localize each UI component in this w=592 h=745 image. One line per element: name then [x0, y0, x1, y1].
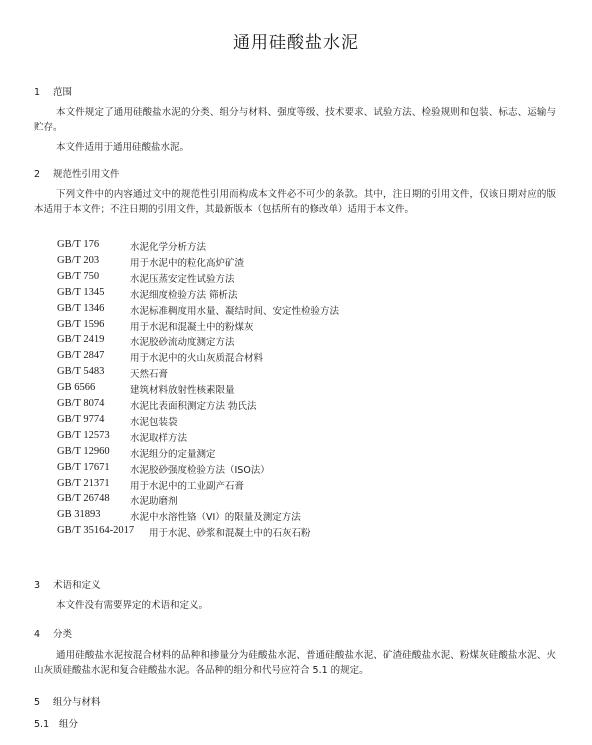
reference-title: 水泥细度检验方法 筛析法 [130, 289, 238, 301]
reference-title: 水泥中水溶性铬（VI）的限量及测定方法 [130, 512, 301, 524]
normative-intro-paragraph: 下列文件中的内容通过文中的规范性引用而构成本文件必不可少的条款。其中，注日期的引用文件，仅该日期对应的版本适用于本文件；不注日期的引用文件，其最新版本（包括所有的修改单）适用于本文件。 [34, 189, 556, 215]
reference-title: 用于水泥、砂浆和混凝土中的石灰石粉 [149, 528, 311, 540]
reference-title: 用于水泥中的粒化高炉矿渣 [130, 257, 245, 269]
reference-title: 天然石膏 [130, 369, 169, 381]
reference-title: 水泥包装袋 [130, 416, 178, 428]
section-number: 5 [34, 697, 41, 708]
section-title: 术语和定义 [53, 580, 101, 591]
reference-title: 建筑材料放射性核素限量 [130, 385, 235, 397]
section-title: 规范性引用文件 [53, 169, 120, 180]
reference-code: GB/T 26748 [57, 493, 110, 505]
reference-title: 水泥压蒸安定性试验方法 [130, 273, 235, 285]
reference-code: GB/T 1346 [57, 302, 105, 314]
classification-paragraph: 通用硅酸盐水泥按混合材料的品种和掺量分为硅酸盐水泥、普通硅酸盐水泥、矿渣硅酸盐水泥、粉煤灰硅酸盐水泥、火山灰质硅酸盐水泥和复合硅酸盐水泥。各品种的组分和代号应符合 5.1 的规定。 [34, 650, 556, 676]
section-title: 范围 [53, 87, 73, 98]
reference-code: GB/T 1345 [57, 286, 105, 298]
reference-code: GB/T 17671 [57, 461, 110, 473]
reference-title: 水泥比表面积测定方法 勃氏法 [130, 401, 257, 412]
section-heading-terms [34, 577, 101, 591]
reference-title: 水泥化学分析方法 [130, 242, 207, 253]
reference-code: GB/T 21371 [57, 477, 110, 489]
reference-title: 水泥胶砂流动度测定方法 [130, 337, 235, 349]
document-title: 通用硅酸盐水泥 [233, 33, 359, 53]
reference-code: GB/T 9774 [57, 413, 105, 425]
reference-code: GB 31893 [57, 509, 101, 521]
reference-code: GB/T 12573 [57, 429, 110, 441]
reference-code: GB/T 203 [57, 254, 100, 266]
reference-title: 水泥助磨剂 [130, 496, 178, 508]
section-number: 5.1 [34, 719, 50, 730]
section-heading-scope [34, 84, 72, 98]
section-title: 组分 [59, 719, 79, 730]
reference-code: GB 6566 [57, 382, 96, 394]
subsection-heading-components [34, 716, 78, 730]
scope-applicability: 本文件适用于通用硅酸盐水泥。 [56, 142, 190, 153]
reference-code: GB/T 8074 [57, 398, 105, 409]
section-heading-composition [34, 694, 101, 708]
section-number: 1 [34, 87, 41, 98]
reference-title: 用于水泥中的工业副产石膏 [130, 480, 245, 492]
reference-title: 用于水泥中的火山灰质混合材料 [130, 353, 264, 365]
reference-code: GB/T 5483 [57, 366, 105, 378]
section-number: 3 [34, 580, 41, 591]
scope-paragraph: 本文件规定了通用硅酸盐水泥的分类、组分与材料、强度等级、技术要求、试验方法、检验规则和包装、标志、运输与贮存。 [34, 107, 556, 133]
reference-code: GB/T 2419 [57, 334, 105, 346]
reference-title: 水泥取样方法 [130, 432, 188, 444]
reference-title: 水泥胶砂强度检验方法（ISO法） [130, 464, 270, 476]
section-number: 4 [34, 629, 41, 640]
reference-title: 用于水泥和混凝土中的粉煤灰 [130, 321, 254, 333]
reference-code: GB/T 176 [57, 239, 100, 250]
section-title: 分类 [53, 629, 73, 640]
reference-code: GB/T 12960 [57, 445, 110, 457]
reference-title: 水泥标准稠度用水量、凝结时间、安定性检验方法 [130, 305, 340, 317]
section-heading-normative-references [34, 166, 120, 180]
section-number: 2 [34, 169, 41, 180]
reference-code: GB/T 750 [57, 270, 100, 282]
section-title: 组分与材料 [53, 697, 101, 708]
reference-code: GB/T 1596 [57, 318, 105, 330]
reference-code: GB/T 35164-2017 [57, 525, 135, 537]
section-heading-classification [34, 626, 72, 640]
terms-paragraph: 本文件没有需要界定的术语和定义。 [56, 600, 209, 611]
reference-code: GB/T 2847 [57, 350, 105, 362]
reference-title: 水泥组分的定量测定 [130, 448, 216, 460]
